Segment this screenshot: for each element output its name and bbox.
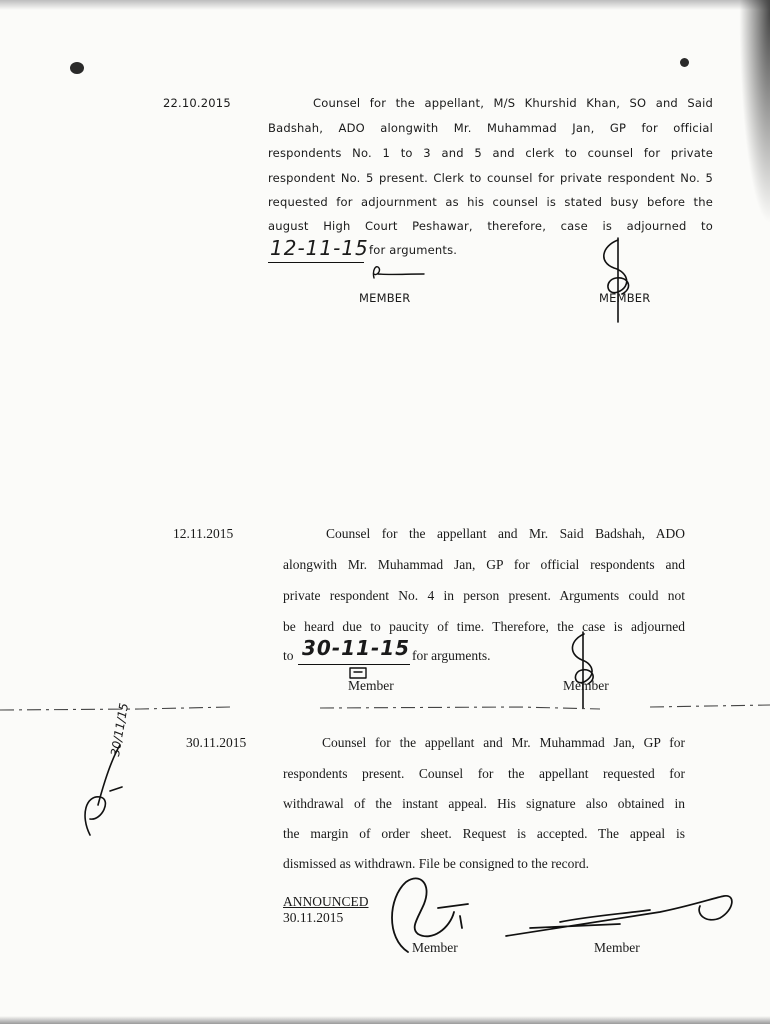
scan-shadow-bottom	[0, 1016, 770, 1024]
order-text-last-line: for arguments.	[412, 648, 491, 663]
order-text-prefix: to	[283, 648, 294, 663]
punch-mark-left	[70, 62, 84, 74]
signature-label-member: Member	[563, 678, 609, 693]
signature-stamp	[588, 236, 651, 326]
order-text-line: alongwith Mr. Muhammad Jan, GP for official respondents and	[283, 557, 685, 572]
announced-label: ANNOUNCED	[283, 894, 369, 909]
order-text-line: respondents present. Counsel for the appellant requested for	[283, 766, 685, 781]
signature-label-member: MEMBER	[359, 291, 411, 305]
handwritten-hearing-date: 12-11-15	[270, 236, 369, 260]
margin-signature-date: 30/11/15	[108, 701, 132, 758]
order-text-line: Counsel for the appellant, M/S Khurshid Khan, SO and Said	[313, 96, 713, 110]
order-text-line: Counsel for the appellant and Mr. Muhammad Jan, GP for	[322, 735, 685, 750]
signature-initials	[368, 262, 428, 282]
order-text-last-line: for arguments.	[369, 243, 458, 257]
order-text-line: Badshah, ADO alongwith Mr. Muhammad Jan, GP for official	[268, 121, 713, 135]
order-text-line: requested for adjournment as his counsel is stated busy before the	[268, 195, 713, 209]
order-text-line: private respondent No. 4 in person present. Arguments could not	[283, 588, 685, 603]
order-text-line: august High Court Peshawar, therefore, case is adjourned to	[268, 219, 713, 233]
order-text-line: respondents No. 1 to 3 and 5 and clerk to counsel for private	[268, 146, 713, 160]
date-underline	[268, 262, 364, 263]
entry-date: 12.11.2015	[173, 526, 234, 541]
entry-date: 22.10.2015	[163, 96, 231, 110]
signature-label-member: Member	[594, 940, 640, 955]
punch-mark-right	[680, 58, 689, 67]
announced-date: 30.11.2015	[283, 910, 344, 925]
order-text-line: the margin of order sheet. Request is accepted. The appeal is	[283, 826, 685, 841]
signature-label-member: Member	[412, 940, 458, 955]
signature-label-member: Member	[348, 678, 394, 693]
scan-shadow-top	[0, 0, 770, 10]
signature-member-right	[500, 884, 740, 944]
handwritten-hearing-date: 30-11-15	[302, 636, 411, 660]
order-text-line: Counsel for the appellant and Mr. Said Badshah, ADO	[326, 526, 685, 541]
order-text-line: dismissed as withdrawn. File be consigned to the record.	[283, 856, 589, 871]
order-text-line: respondent No. 5 present. Clerk to counsel for private respondent No. 5	[268, 171, 713, 185]
scan-shadow-right	[734, 0, 770, 260]
entry-date: 30.11.2015	[186, 735, 247, 750]
signature-label-member: MEMBER	[599, 291, 651, 305]
order-text-line: be heard due to paucity of time. Therefore, the case is adjourned	[283, 619, 685, 634]
margin-signature	[62, 735, 152, 845]
order-text-line: withdrawal of the instant appeal. His signature also obtained in	[283, 796, 685, 811]
